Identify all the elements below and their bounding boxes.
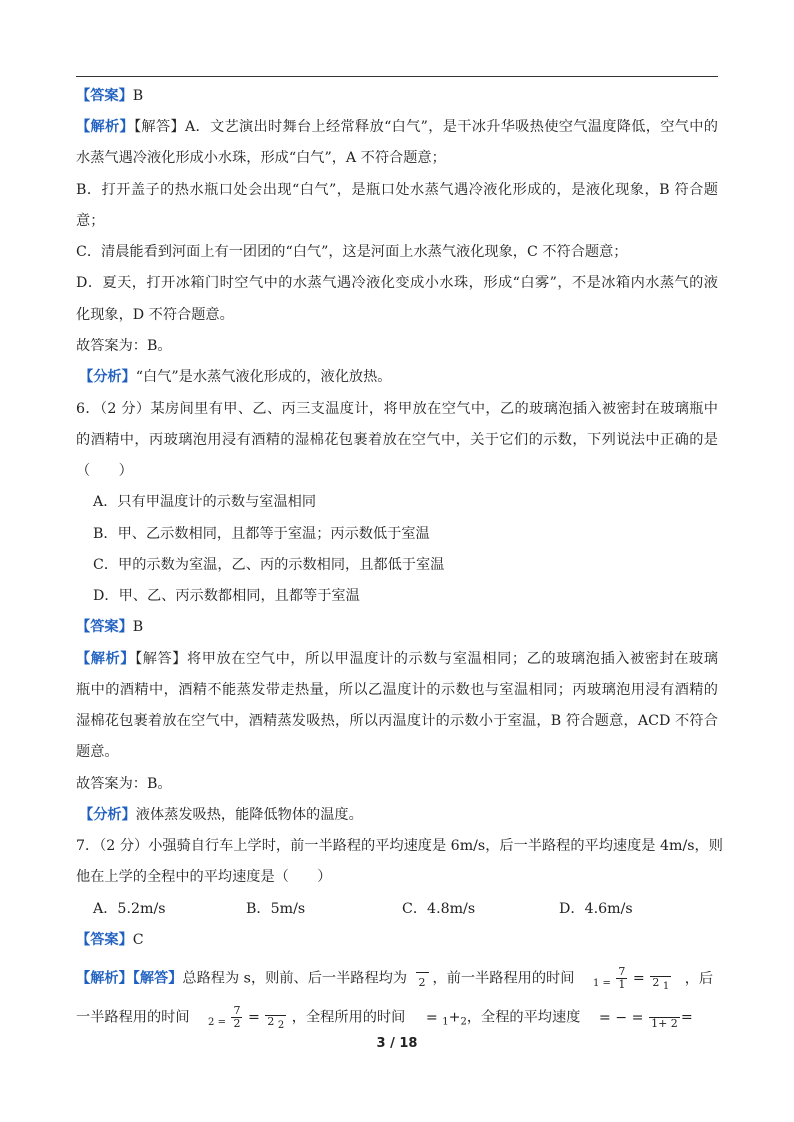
q6-option-c: C．甲的示数为室温，乙、丙的示数相同，且都低于室温 xyxy=(93,557,445,573)
q6-answer: 【答案】B xyxy=(76,619,144,635)
q7-analysis-line-1: 【解析】【解答】总路程为 s，则前、后一半路程均为 2 ，前一半路程用的时间 $_{1 =}$ $\frac{7}{1}$ = 2 1 ，后 xyxy=(76,965,714,992)
t1-fraction-2: 2 1 xyxy=(650,964,671,993)
q6-stem-line-3: （ ） xyxy=(76,463,133,479)
q6-stem-line-1: 6．（2 分）某房间里有甲、乙、丙三支温度计，将甲放在空气中，乙的玻璃泡插入被密封在玻璃瓶中 xyxy=(76,401,718,417)
half-frac: 2 xyxy=(416,972,429,993)
page-number: 3 / 18 xyxy=(376,1036,418,1051)
q7-answer: 【答案】C xyxy=(76,932,144,948)
q6-analysis-line-4: 题意。 xyxy=(76,744,119,760)
q6-option-b: B．甲、乙示数相同，且都等于室温；丙示数低于室温 xyxy=(93,526,430,542)
q7-stem-line-1: 7．（2 分）小强骑自行车上学时，前一半路程的平均速度是 6m/s，后一半路程的平均速度是 4m/s，则 xyxy=(76,838,723,854)
q7-option-c: C．4.8m/s xyxy=(402,901,476,917)
t2-fraction-2: 2 2 xyxy=(265,1003,286,1032)
q7-stem-line-2: 他在上学的全程中的平均速度是（ ） xyxy=(76,869,332,885)
q7-analysis-line-2: 一半路程用的时间 $_{2 =}$ $\frac{7}{2}$ = 2 2 ，全程所用的时间 = $_1+_2$，全程的平均速度 = − = 1+ 2 = xyxy=(76,1004,693,1031)
q7-option-b: B．5m/s xyxy=(246,901,306,917)
t1-fraction: $\frac{7}{1}$ xyxy=(618,965,626,991)
q5-analysis-line-4: 意； xyxy=(76,213,105,229)
q5-analysis-line-6: D．夏天，打开冰箱门时空气中的水蒸气遇冷液化变成小水珠，形成“白雾”，不是冰箱内水蒸气的液 xyxy=(76,275,718,291)
q5-analysis-line-5: C．清晨能看到河面上有一团团的“白气”，这是河面上水蒸气液化现象，C 不符合题意； xyxy=(76,244,628,260)
q5-answer: 【答案】B xyxy=(76,88,144,104)
q6-summary: 【分析】液体蒸发吸热，能降低物体的温度。 xyxy=(79,807,363,823)
t2-fraction: $\frac{7}{2}$ xyxy=(233,1004,241,1030)
q5-analysis-line-1: 【解析】【解答】A．文艺演出时舞台上经常释放“白气”，是干冰升华吸热使空气温度降低，空气中的 xyxy=(76,119,718,135)
header-rule xyxy=(76,76,718,77)
q5-summary: 【分析】“白气”是水蒸气液化形成的，液化放热。 xyxy=(79,369,392,385)
q6-option-d: D．甲、乙、丙示数都相同，且都等于室温 xyxy=(93,588,360,604)
q6-analysis-line-3: 湿棉花包裹着放在空气中，酒精蒸发吸热，所以丙温度计的示数小于室温，B 符合题意，ACD 不符合 xyxy=(76,713,718,729)
q7-option-d: D．4.6m/s xyxy=(559,901,633,917)
q5-conclusion: 故答案为：B。 xyxy=(76,338,172,354)
q5-analysis-line-7: 化现象，D 不符合题意。 xyxy=(76,307,234,323)
q5-analysis-line-3: B．打开盖子的热水瓶口处会出现“白气”，是瓶口处水蒸气遇冷液化形成的，是液化现象，B 符合题 xyxy=(76,182,718,198)
q6-analysis-line-1: 【解析】【解答】将甲放在空气中，所以甲温度计的示数与室温相同；乙的玻璃泡插入被密封在玻璃 xyxy=(76,651,718,667)
q6-option-a: A．只有甲温度计的示数与室温相同 xyxy=(93,494,317,510)
q5-analysis-line-2: 水蒸气遇冷液化形成小水珠，形成“白气”，A 不符合题意； xyxy=(76,150,446,166)
q6-stem-line-2: 的酒精中，丙玻璃泡用浸有酒精的湿棉花包裹着放在空气中，关于它们的示数，下列说法中正确的是 xyxy=(76,432,718,448)
q6-conclusion: 故答案为：B。 xyxy=(76,776,172,792)
q7-option-a: A．5.2m/s xyxy=(93,901,166,917)
v-fraction: 1+ 2 xyxy=(649,1005,680,1030)
q6-analysis-line-2: 瓶中的酒精中，酒精不能蒸发带走热量，所以乙温度计的示数也与室温相同；丙玻璃泡用浸有酒精的 xyxy=(76,682,718,698)
